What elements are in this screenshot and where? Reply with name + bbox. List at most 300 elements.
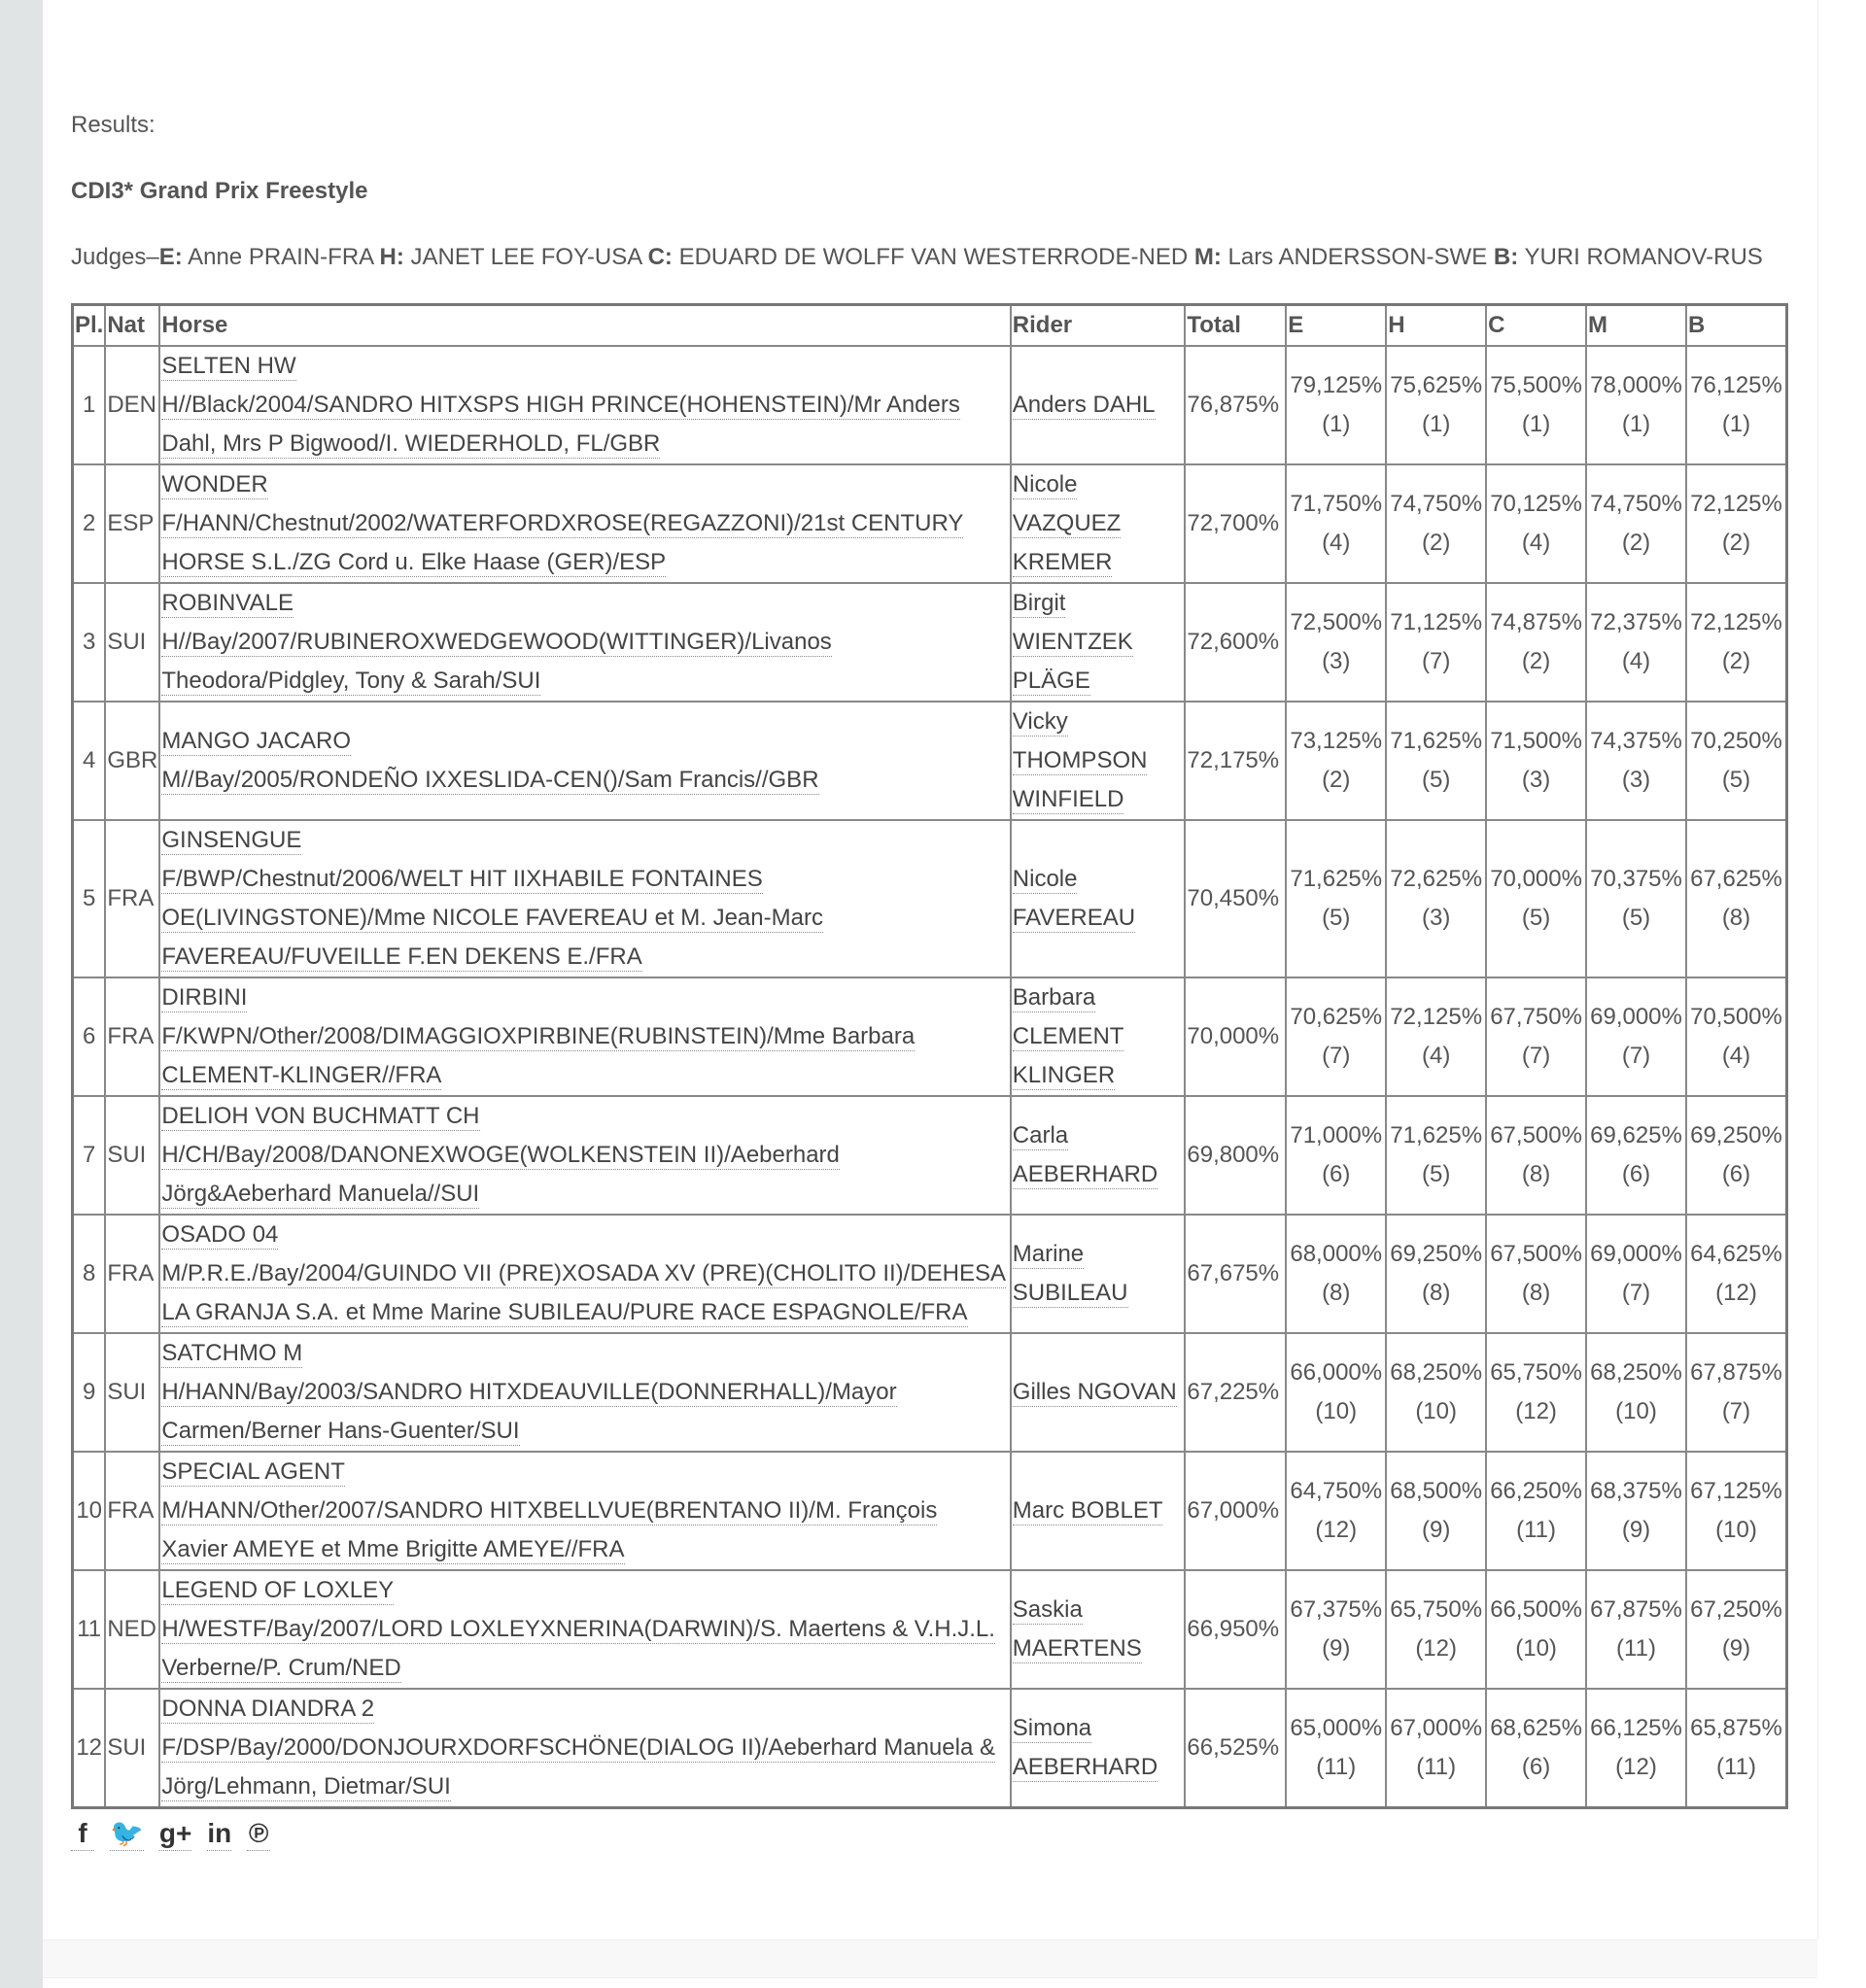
judge-score [1586,1452,1686,1570]
horse-cell [159,820,1010,977]
score-percent: 69,000% [1590,1004,1682,1030]
score-rank: (3) [1621,767,1651,793]
score-rank: (2) [1621,530,1651,556]
score-percent: 64,625% [1690,1241,1782,1267]
rider-cell [1011,464,1186,583]
horse-name-link[interactable]: DIRBINI [161,984,248,1011]
judge-score [1586,1096,1686,1215]
score-percent: 70,500% [1690,1004,1782,1030]
table-row [73,1570,1787,1689]
judge-score [1486,1452,1586,1570]
horse-name-link[interactable]: SPECIAL AGENT [161,1458,345,1485]
rider-cell [1011,1689,1186,1808]
rider-cell [1011,1452,1186,1570]
judge-score [1386,464,1486,583]
score-percent: 72,500% [1290,609,1383,635]
score-rank: (10) [1715,1517,1757,1543]
horse-details-link[interactable]: H//Black/2004/SANDRO HITXSPS HIGH PRINCE(HOHENSTEIN)/Mr Anders Dahl, Mrs P Bigwood/I. WIEDERHOLD, FL/GBR [161,392,960,457]
score-rank: (10) [1415,1398,1457,1424]
horse-details-link[interactable]: H//Bay/2007/RUBINEROXWEDGEWOOD(WITTINGER)/Livanos Theodora/Pidgley, Tony & Sarah/SUI [161,629,832,694]
event-title: CDI3* Grand Prix Freestyle [71,178,368,204]
score-percent: 65,750% [1490,1359,1582,1386]
score-percent: 67,500% [1490,1241,1582,1267]
total-score: 66,525% [1185,1689,1286,1808]
score-rank: (1) [1621,411,1651,437]
score-rank: (12) [1715,1280,1757,1306]
table-row [73,1096,1787,1215]
judge-score [1486,1096,1586,1215]
rider-name-link[interactable]: Simona [1012,1715,1092,1741]
score-rank: (10) [1515,1635,1557,1662]
judge-score [1386,702,1486,820]
nation: ESP [105,464,159,583]
horse-cell [159,583,1010,702]
total-score: 76,875% [1185,346,1286,464]
score-rank: (11) [1716,1754,1756,1780]
judge-score [1486,702,1586,820]
pinterest-icon[interactable]: ℗ [247,1817,270,1851]
left-sidebar-strip [0,0,43,1988]
score-rank: (5) [1621,905,1651,931]
score-rank: (8) [1421,1280,1451,1306]
horse-details-link[interactable]: M/HANN/Other/2007/SANDRO HITXBELLVUE(BRENTANO II)/M. François Xavier AMEYE et Mme Brigitte AMEYE//FRA [161,1497,938,1562]
score-rank: (2) [1521,648,1551,674]
footer-bar [43,1939,1817,1978]
judge-score [1486,820,1586,977]
placing: 2 [73,464,106,583]
judges-line [71,237,1791,277]
score-rank: (8) [1322,1280,1351,1306]
judge-score [1686,820,1787,977]
rider-name-link[interactable]: CLEMENT [1012,1023,1124,1049]
score-rank: (7) [1521,1043,1551,1069]
score-rank: (6) [1322,1161,1351,1187]
horse-cell [159,1215,1010,1333]
column-header: Nat [105,305,159,347]
placing: 4 [73,702,106,820]
score-percent: 68,250% [1590,1359,1682,1386]
judge-position: H: [379,244,404,270]
table-row [73,977,1787,1096]
judge-score [1686,1689,1787,1808]
nation: FRA [105,1452,159,1570]
score-rank: (5) [1721,767,1751,793]
judge-score [1286,583,1386,702]
horse-name-link[interactable]: SELTEN HW [161,353,296,379]
nation: FRA [105,977,159,1096]
rider-name-link[interactable]: Marc BOBLET [1012,1497,1163,1524]
score-percent: 68,500% [1390,1478,1483,1504]
results-label: Results: [71,112,156,138]
score-percent: 69,250% [1690,1122,1782,1148]
judge-score [1686,464,1787,583]
rider-name-link[interactable]: Carla [1012,1122,1069,1148]
rider-cell [1011,1333,1186,1452]
social-share-bar [71,1817,1791,1851]
horse-name-link[interactable]: WONDER [161,471,268,497]
judge-score [1686,977,1787,1096]
horse-cell [159,1333,1010,1452]
score-rank: (9) [1621,1517,1651,1543]
horse-name-link[interactable]: DONNA DIANDRA 2 [161,1696,375,1722]
score-rank: (2) [1421,530,1451,556]
horse-cell [159,464,1010,583]
judge-score [1586,464,1686,583]
rider-name-link[interactable]: Anders DAHL [1012,392,1156,418]
table-row [73,583,1787,702]
horse-cell [159,1570,1010,1689]
rider-name-link[interactable]: AEBERHARD [1012,1161,1158,1187]
score-percent: 65,750% [1390,1596,1483,1623]
horse-cell [159,346,1010,464]
nation: SUI [105,1096,159,1215]
score-percent: 71,000% [1290,1122,1383,1148]
horse-details-link[interactable]: F/BWP/Chestnut/2006/WELT HIT IIXHABILE FONTAINES OE(LIVINGSTONE)/Mme NICOLE FAVEREAU et M. Jean-Marc FAVEREAU/FUVEILLE F.EN DEKENS E./FRA [161,866,823,970]
judge-score [1686,1570,1787,1689]
judge-score [1386,583,1486,702]
score-percent: 67,875% [1690,1359,1782,1386]
placing: 9 [73,1333,106,1452]
score-percent: 76,125% [1690,372,1782,398]
rider-name-link[interactable]: PLÄGE [1012,668,1090,694]
table-row [73,820,1787,977]
judge-position: M: [1193,244,1222,270]
score-rank: (8) [1521,1161,1551,1187]
rider-cell [1011,820,1186,977]
rider-name-link[interactable]: Nicole [1012,866,1078,892]
column-header: Horse [159,305,1010,347]
rider-name-link[interactable]: WIENTZEK [1012,629,1133,655]
score-percent: 75,500% [1490,372,1582,398]
total-score: 72,700% [1185,464,1286,583]
horse-name-link[interactable]: LEGEND OF LOXLEY [161,1577,395,1603]
rider-name-link[interactable]: Gilles NGOVAN [1012,1379,1177,1405]
score-rank: (9) [1721,1635,1751,1662]
score-percent: 78,000% [1590,372,1682,398]
score-percent: 71,625% [1390,1122,1483,1148]
rider-name-link[interactable]: Birgit [1012,590,1066,616]
score-percent: 72,125% [1390,1004,1483,1030]
horse-name-link[interactable]: ROBINVALE [161,590,294,616]
score-percent: 74,750% [1590,491,1682,517]
score-percent: 66,000% [1290,1359,1383,1386]
judge-position: B: [1493,244,1519,270]
judge-position: C: [647,244,673,270]
table-header-row [73,305,1787,347]
score-percent: 68,250% [1390,1359,1483,1386]
judge-score [1286,1570,1386,1689]
total-score: 70,450% [1185,820,1286,977]
score-rank: (1) [1421,411,1451,437]
nation: SUI [105,1333,159,1452]
judge-score [1486,464,1586,583]
score-percent: 67,000% [1390,1715,1483,1741]
rider-cell [1011,1570,1186,1689]
score-rank: (5) [1322,905,1351,931]
horse-name-link[interactable]: OSADO 04 [161,1221,279,1248]
column-header: E [1286,305,1386,347]
table-row [73,1215,1787,1333]
twitter-icon[interactable]: 🐦 [110,1817,144,1851]
score-percent: 67,250% [1690,1596,1782,1623]
score-rank: (11) [1616,1635,1656,1662]
judge-score [1686,1215,1787,1333]
score-rank: (1) [1521,411,1551,437]
judge-score [1586,1689,1686,1808]
judge-score [1386,346,1486,464]
rider-cell [1011,346,1186,464]
nation: DEN [105,346,159,464]
horse-name-link[interactable]: SATCHMO M [161,1340,303,1366]
total-score: 67,225% [1185,1333,1286,1452]
rider-name-link[interactable]: Marine [1012,1241,1085,1267]
column-header: B [1686,305,1787,347]
score-percent: 70,125% [1490,491,1582,517]
judge-score [1386,1333,1486,1452]
score-percent: 72,375% [1590,609,1682,635]
score-rank: (3) [1421,905,1451,931]
nation: NED [105,1570,159,1689]
score-percent: 64,750% [1290,1478,1383,1504]
judge-score [1586,820,1686,977]
score-rank: (7) [1621,1280,1651,1306]
nation: SUI [105,1689,159,1808]
score-percent: 67,375% [1290,1596,1383,1623]
score-rank: (12) [1615,1754,1657,1780]
judge-score [1386,820,1486,977]
horse-details-link[interactable]: F/DSP/Bay/2000/DONJOURXDORFSCHÖNE(DIALOG II)/Aeberhard Manuela & Jörg/Lehmann, Dietmar/SUI [161,1734,995,1799]
horse-details-link[interactable]: H/HANN/Bay/2003/SANDRO HITXDEAUVILLE(DONNERHALL)/Mayor Carmen/Berner Hans-Guenter/SUI [161,1379,897,1444]
score-percent: 75,625% [1390,372,1483,398]
score-rank: (12) [1515,1398,1557,1424]
judge-score [1586,1570,1686,1689]
score-percent: 69,000% [1590,1241,1682,1267]
judge-score [1586,702,1686,820]
score-rank: (10) [1615,1398,1657,1424]
score-rank: (6) [1521,1754,1551,1780]
score-percent: 68,375% [1590,1478,1682,1504]
horse-cell [159,1689,1010,1808]
score-rank: (12) [1315,1517,1358,1543]
score-percent: 74,875% [1490,609,1582,635]
article-content [71,105,1791,1851]
judge-score [1386,977,1486,1096]
total-score: 67,000% [1185,1452,1286,1570]
horse-details-link[interactable]: M//Bay/2005/RONDEÑO IXXESLIDA-CEN()/Sam Francis//GBR [161,767,819,793]
score-rank: (8) [1521,1280,1551,1306]
rider-name-link[interactable]: FAVEREAU [1012,905,1136,931]
table-row [73,1333,1787,1452]
judge-score [1686,583,1787,702]
horse-name-link[interactable]: GINSENGUE [161,827,302,853]
horse-details-link[interactable]: H/CH/Bay/2008/DANONEXWOGE(WOLKENSTEIN II)/Aeberhard Jörg&Aeberhard Manuela//SUI [161,1142,840,1207]
placing: 10 [73,1452,106,1570]
nation: GBR [105,702,159,820]
horse-details-link[interactable]: F/HANN/Chestnut/2002/WATERFORDXROSE(REGAZZONI)/21st CENTURY HORSE S.L./ZG Cord u. Elke Haase (GER)/ESP [161,510,964,575]
judge-score [1686,1096,1787,1215]
rider-name-link[interactable]: AEBERHARD [1012,1754,1158,1780]
score-percent: 67,125% [1690,1478,1782,1504]
rider-name-link[interactable]: KREMER [1012,549,1113,575]
placing: 7 [73,1096,106,1215]
judge-name: Lars ANDERSSON-SWE [1221,244,1494,270]
table-row [73,702,1787,820]
placing: 6 [73,977,106,1096]
score-percent: 69,250% [1390,1241,1483,1267]
results-table [71,303,1788,1809]
judge-score [1286,1452,1386,1570]
score-rank: (6) [1721,1161,1751,1187]
score-rank: (5) [1421,767,1451,793]
horse-name-link[interactable]: DELIOH VON BUCHMATT CH [161,1103,480,1129]
judge-score [1586,977,1686,1096]
score-rank: (9) [1421,1517,1451,1543]
judge-score [1686,702,1787,820]
score-rank: (4) [1621,648,1651,674]
linkedin-icon[interactable]: in [207,1817,231,1851]
score-rank: (7) [1721,1398,1751,1424]
score-rank: (2) [1721,530,1751,556]
score-rank: (5) [1521,905,1551,931]
judge-score [1486,977,1586,1096]
score-percent: 70,250% [1690,728,1782,754]
score-rank: (7) [1621,1043,1651,1069]
score-rank: (1) [1721,411,1751,437]
google-plus-icon[interactable]: g+ [159,1817,191,1851]
horse-details-link[interactable]: F/KWPN/Other/2008/DIMAGGIOXPIRBINE(RUBINSTEIN)/Mme Barbara CLEMENT-KLINGER//FRA [161,1023,916,1088]
column-header: H [1386,305,1486,347]
rider-name-link[interactable]: THOMPSON [1012,747,1148,773]
judge-score [1286,1096,1386,1215]
rider-name-link[interactable]: MAERTENS [1012,1635,1142,1662]
judge-score [1486,1689,1586,1808]
horse-cell [159,977,1010,1096]
horse-details-link[interactable]: M/P.R.E./Bay/2004/GUINDO VII (PRE)XOSADA XV (PRE)(CHOLITO II)/DEHESA LA GRANJA S.A. et Mme Marine SUBILEAU/PURE RACE ESPAGNOLE/FRA [161,1260,1007,1325]
rider-name-link[interactable]: SUBILEAU [1012,1280,1128,1306]
score-rank: (9) [1322,1635,1351,1662]
nation: FRA [105,1215,159,1333]
judge-score [1386,1570,1486,1689]
table-row [73,1452,1787,1570]
score-percent: 74,750% [1390,491,1483,517]
rider-cell [1011,702,1186,820]
judge-name: EDUARD DE WOLFF VAN WESTERRODE-NED [672,244,1194,270]
rider-name-link[interactable]: Vicky [1012,708,1068,735]
score-rank: (12) [1415,1635,1457,1662]
rider-name-link[interactable]: Barbara [1012,984,1096,1011]
score-percent: 71,750% [1290,491,1383,517]
judge-score [1286,1689,1386,1808]
score-rank: (2) [1322,767,1351,793]
placing: 1 [73,346,106,464]
column-header: Total [1185,305,1286,347]
judge-score [1286,464,1386,583]
horse-name-link[interactable]: MANGO JACARO [161,728,352,754]
score-percent: 72,125% [1690,609,1782,635]
column-header: Pl. [73,305,106,347]
judge-score [1486,1570,1586,1689]
score-percent: 72,125% [1690,491,1782,517]
judge-score [1686,346,1787,464]
score-percent: 71,625% [1390,728,1483,754]
judge-score [1586,346,1686,464]
judge-score [1286,1333,1386,1452]
placing: 5 [73,820,106,977]
score-percent: 66,500% [1490,1596,1582,1623]
judge-score [1586,583,1686,702]
judge-score [1486,346,1586,464]
rider-name-link[interactable]: Saskia [1012,1596,1083,1623]
total-score: 67,675% [1185,1215,1286,1333]
column-header: M [1586,305,1686,347]
score-percent: 65,875% [1690,1715,1782,1741]
facebook-icon[interactable]: f [71,1817,94,1851]
score-rank: (7) [1322,1043,1351,1069]
judge-score [1686,1333,1787,1452]
judge-score [1286,346,1386,464]
judge-score [1586,1333,1686,1452]
placing: 3 [73,583,106,702]
rider-name-link[interactable]: Nicole [1012,471,1078,497]
judge-score [1686,1452,1787,1570]
horse-cell [159,1096,1010,1215]
rider-cell [1011,1096,1186,1215]
score-rank: (5) [1421,1161,1451,1187]
score-percent: 70,375% [1590,866,1682,892]
score-percent: 69,625% [1590,1122,1682,1148]
rider-cell [1011,977,1186,1096]
score-percent: 67,750% [1490,1004,1582,1030]
horse-cell [159,1452,1010,1570]
judge-score [1286,977,1386,1096]
judge-score [1586,1215,1686,1333]
score-rank: (4) [1521,530,1551,556]
judge-score [1386,1215,1486,1333]
score-percent: 66,250% [1490,1478,1582,1504]
score-rank: (10) [1315,1398,1358,1424]
score-rank: (2) [1721,648,1751,674]
judge-score [1286,820,1386,977]
judge-name: YURI ROMANOV-RUS [1518,244,1763,270]
score-percent: 71,500% [1490,728,1582,754]
table-row [73,346,1787,464]
score-rank: (11) [1416,1754,1457,1780]
judge-score [1286,1215,1386,1333]
score-rank: (1) [1322,411,1351,437]
score-percent: 66,125% [1590,1715,1682,1741]
judge-score [1386,1689,1486,1808]
judge-name: Anne PRAIN-FRA [182,244,380,270]
score-rank: (4) [1721,1043,1751,1069]
judge-name: JANET LEE FOY-USA [403,244,648,270]
rider-name-link[interactable]: VAZQUEZ [1012,510,1122,536]
judge-score [1486,583,1586,702]
rider-cell [1011,1215,1186,1333]
score-rank: (3) [1322,648,1351,674]
score-percent: 74,375% [1590,728,1682,754]
rider-name-link[interactable]: KLINGER [1012,1062,1116,1088]
rider-name-link[interactable]: WINFIELD [1012,786,1124,812]
nation: FRA [105,820,159,977]
judge-score [1486,1215,1586,1333]
score-percent: 71,625% [1290,866,1383,892]
score-percent: 67,625% [1690,866,1782,892]
score-percent: 67,500% [1490,1122,1582,1148]
total-score: 72,175% [1185,702,1286,820]
score-percent: 79,125% [1290,372,1383,398]
horse-details-link[interactable]: H/WESTF/Bay/2007/LORD LOXLEYXNERINA(DARWIN)/S. Maertens & V.H.J.L. Verberne/P. Crum/NED [161,1616,995,1681]
score-rank: (8) [1721,905,1751,931]
